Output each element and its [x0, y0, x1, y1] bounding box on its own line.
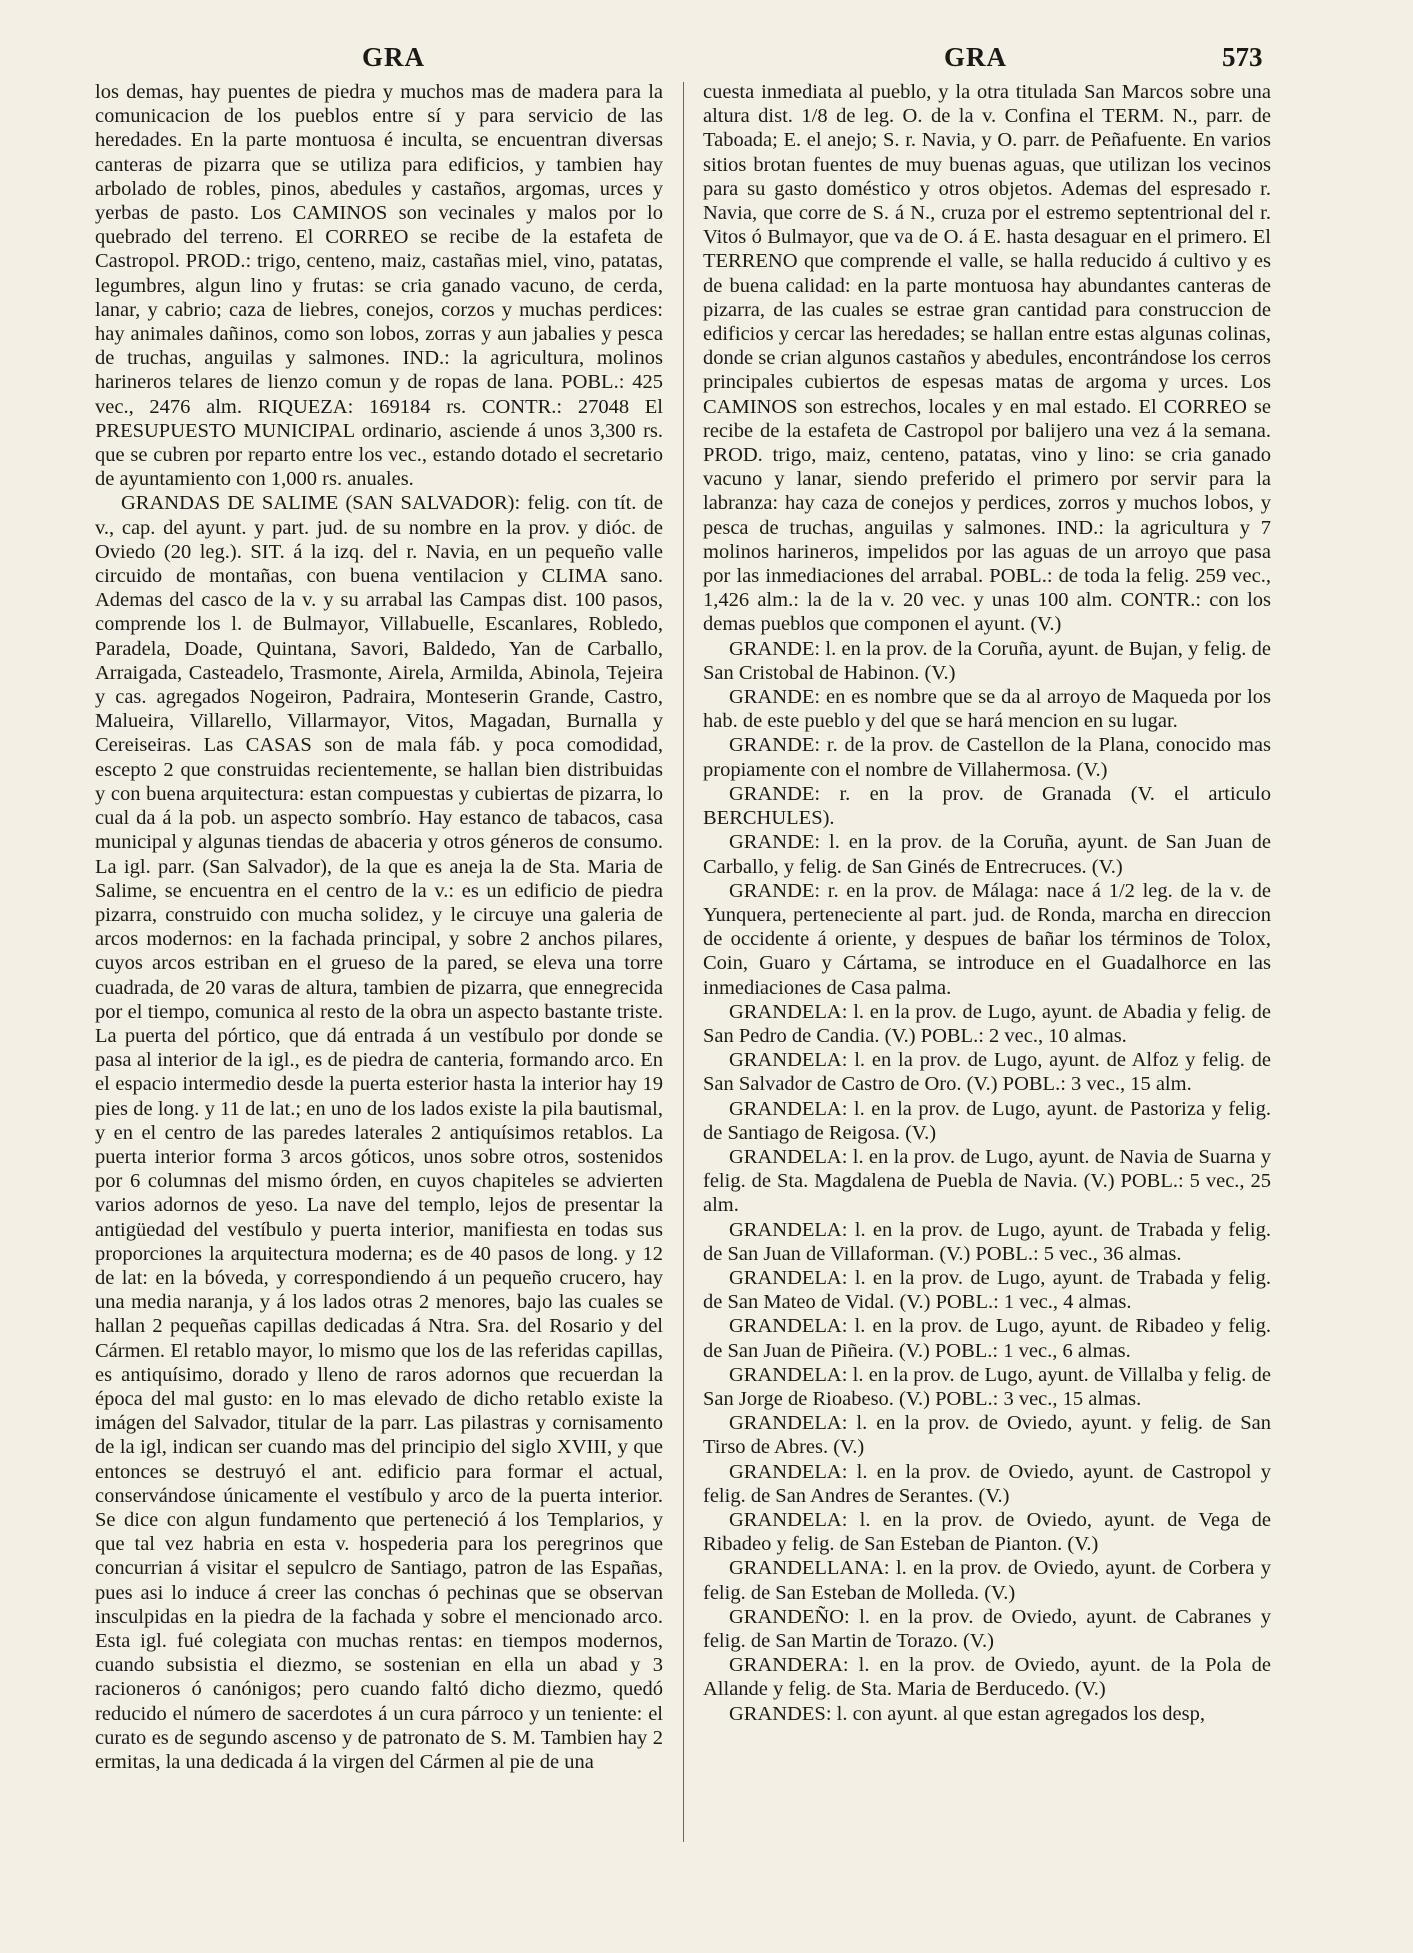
entry-grandellana: GRANDELLANA: l. en la prov. de Oviedo, ayunt. de Corbera y felig. de San Esteban de Molleda. (V.) — [703, 1557, 1271, 1604]
left-column — [95, 80, 663, 1774]
entry-continuation: los demas, hay puentes de piedra y muchos mas de madera para la comunicacion de los pueblos entre sí y para servicio de las heredades. En la parte montuosa é inculta, se encuentran diversas canteras de pizarra que se utiliza para edificios, y tambien hay arbolado de robles, pinos, abedules y castaños, argomas, urces y yerbas de pasto. Los CAMINOS son vecinales y malos por lo quebrado del terreno. El CORREO se recibe de la estafeta de Castropol. PROD.: trigo, centeno, maiz, castañas miel, vino, patatas, legumbres, algun lino y frutas: se cria ganado vacuno, de cerda, lanar, y cabrio; caza de liebres, conejos, corzos y muchas perdices: hay animales dañinos, como son lobos, zorras y aun jabalies y pesca de truchas, anguilas y salmones. IND.: la agricultura, molinos harineros telares de lienzo comun y de ropas de lana. POBL.: 425 vec., 2476 alm. RIQUEZA: 169184 rs. CONTR.: 27048 El PRESUPUESTO MUNICIPAL ordinario, asciende á unos 3,300 rs. que se cubren por reparto entre los vec., estando dotado el secretario de ayuntamiento con 1,000 rs. anuales. — [95, 81, 663, 491]
entry-continuation-right: cuesta inmediata al pueblo, y la otra titulada San Marcos sobre una altura dist. 1/8 de leg. O. de la v. Confina el TERM. N., parr. de Taboada; E. el anejo; S. r. Navia, y O. parr. de Peñafuente. En varios sitios brotan fuentes de muy buenas aguas, que utilizan los vecinos para su gasto doméstico y otros objetos. Ademas del espresado r. Navia, que corre de S. á N., cruza por el estremo septentrional del r. Vitos ó Bulmayor, que va de O. á E. hasta desaguar en el primero. El TERRENO que comprende el valle, se halla reducido á cultivo y es de buena calidad: en la parte montuosa hay abundantes canteras de pizarra, de las cuales se estrae gran cantidad para construccion de edificios y cercar las heredades; se hallan entre estas algunas colinas, donde se crian algunos castaños y abedules, encontrándose los cerros principales cubiertos de espesas matas de argoma y urces. Los CAMINOS son estrechos, locales y en mal estado. El CORREO se recibe de la estafeta de Castropol por balijero una vez á la semana. PROD. trigo, maiz, centeno, patatas, vino y lino: se cria ganado vacuno y lanar, siendo preferido el primero por servir para la labranza: hay caza de conejos y perdices, zorros y muchos lobos, y pesca de truchas, anguilas y salmones. IND.: la agricultura y 7 molinos harineros, impelidos por las aguas de un arroyo que pasa por las inmediaciones del arrabal. POBL.: de toda la felig. 259 vec., 1,426 alm.: la de la v. 20 vec. y unas 100 alm. CONTR.: con los demas pueblos que componen el ayunt. (V.) — [703, 81, 1271, 636]
entry-grandes: GRANDES: l. con ayunt. al que estan agregados los desp, — [729, 1702, 1205, 1725]
running-head-left: GRA — [362, 42, 425, 72]
page-number: 573 — [1222, 42, 1263, 72]
entry-grande-1: GRANDE: l. en la prov. de la Coruña, ayunt. de Bujan, y felig. de San Cristobal de Habinon. (V.) — [703, 637, 1271, 684]
entry-grandeno: GRANDEÑO: l. en la prov. de Oviedo, ayunt. de Cabranes y felig. de San Martin de Torazo. (V.) — [703, 1605, 1271, 1652]
entry-grande-3: GRANDE: r. de la prov. de Castellon de la Plana, conocido mas propiamente con el nombre de Villahermosa. (V.) — [703, 734, 1271, 781]
entry-grandela-6: GRANDELA: l. en la prov. de Lugo, ayunt. de Trabada y felig. de San Mateo de Vidal. (V.) POBL.: 1 vec., 4 almas. — [703, 1266, 1271, 1314]
entry-grandela-2: GRANDELA: l. en la prov. de Lugo, ayunt. de Alfoz y felig. de San Salvador de Castro de Oro. (V.) POBL.: 3 vec., 15 alm. — [703, 1049, 1271, 1096]
entry-grandas-de-salime: GRANDAS DE SALIME (SAN SALVADOR): felig. con tít. de v., cap. del ayunt. y part. jud. de su nombre en la prov. y dióc. de Oviedo (20 leg.). SIT. á la izq. del r. Navia, en un pequeño valle circuido de montañas, con buena ventilacion y CLIMA sano. Ademas del casco de la v. y su arrabal las Campas dist. 100 pasos, comprende los l. de Bulmayor, Villabuelle, Escanlares, Robledo, Paradela, Doade, Quintana, Savori, Baldedo, Yan de Carballo, Arraigada, Casteadelo, Trasmonte, Airela, Armilda, Abinola, Tejeira y cas. agregados Nogeiron, Padraira, Monteserin Grande, Castro, Malueira, Villarello, Villarmayor, Vitos, Magadan, Burnalla y Cereiseiras. Las CASAS son de mala fáb. y poca comodidad, escepto 2 que construidas recientemente, se hallan bien distribuidas y con buena arquitectura: estan compuestas y cubiertas de pizarra, lo cual da á la pob. un aspecto sombrío. Hay estanco de tabacos, casa municipal y algunas tiendas de abaceria y otros géneros de consumo. La igl. parr. (San Salvador), de la que es aneja la de Sta. Maria de Salime, se encuentra en el centro de la v.: es un edificio de piedra pizarra, construido con mucha solidez, y le circuye una galeria de arcos modernos: en la fachada principal, y sobre 2 anchos pilares, cuyos arcos estriban en el grueso de la pared, se eleva una torre cuadrada, de 20 varas de altura, tambien de pizarra, que ennegrecida por el tiempo, comunica al resto de la obra un aspecto bastante triste. La puerta del pórtico, que dá entrada á un vestíbulo por donde se pasa al interior de la igl., es de piedra de canteria, formando arco. En el espacio intermedio desde la puerta esterior hasta la interior hay 19 pies de long. y 11 de lat.; en uno de los lados existe la pila bautismal, y en el centro de las paredes laterales 2 antiquísimos retablos. La puerta interior forma 3 arcos góticos, unos sobre otros, sostenidos por 6 columnas del mismo órden, en cuyos chapiteles se advierten varios adornos de yeso. La nave del templo, lejos de presentar la antigüedad del vestíbulo y puerta interior, manifiesta en todas sus proporciones la arquitectura moderna; es de 40 pasos de long. y 12 de lat: en la bóveda, y correspondiendo á un pequeño crucero, hay una media naranja, y á los lados otras 2 menores, bajo las cuales se hallan 2 pequeñas capillas dedicadas á Ntra. Sra. del Rosario y del Cármen. El retablo mayor, lo mismo que los de las referidas capillas, es antiquísimo, dorado y lleno de raros adornos que recuerdan la época del mal gusto: en lo mas elevado de dicho retablo existe la imágen del Salvador, titular de la parr. Las pilastras y cornisamento de la igl, indican ser cuando mas del principio del siglo XVIII, y que entonces se destruyó el ant. edificio para formar el actual, conservándose únicamente el vestíbulo y arco de la puerta interior. Se dice con algun fundamento que perteneció á los Templarios, y que tal vez habria en esta v. hospederia para los peregrinos que concurrian á visitar el sepulcro de Santiago, patron de las Españas, pues asi lo induce á creer las conchas ó pechinas que se observan insculpidas en la piedra de la fachada y sobre el mencionado arco. Esta igl. fué colegiata con muchas rentas: en tiempos modernos, cuando subsistia el diezmo, se sostenian en ella un abad y 3 racioneros ó canónigos; pero cuando faltó dicho diezmo, quedó reducido el número de sacerdotes á un cura párroco y un teniente: el curato es de segundo ascenso y de patronato de S. M. Tambien hay 2 ermitas, la una dedicada á la virgen del Cármen al pie de una — [95, 492, 663, 1774]
entry-grande-2: GRANDE: en es nombre que se da al arroyo de Maqueda por los hab. de este pueblo y del que se hará mencion en su lugar. — [703, 686, 1271, 733]
column-divider — [683, 82, 684, 1842]
entry-grandela-3: GRANDELA: l. en la prov. de Lugo, ayunt. de Pastoriza y felig. de Santiago de Reigosa. (V.) — [703, 1097, 1271, 1144]
entry-grandela-8: GRANDELA: l. en la prov. de Lugo, ayunt. de Villalba y felig. de San Jorge de Rioabeso. (V.) POBL.: 3 vec., 15 almas. — [703, 1363, 1271, 1410]
entry-grandera: GRANDERA: l. en la prov. de Oviedo, ayunt. de la Pola de Allande y felig. de Sta. Maria de Berducedo. (V.) — [703, 1654, 1271, 1701]
entry-grandela-1: GRANDELA: l. en la prov. de Lugo, ayunt. de Abadia y felig. de San Pedro de Candia. (V.) POBL.: 2 vec., 10 almas. — [703, 1000, 1271, 1047]
entry-grandela-9: GRANDELA: l. en la prov. de Oviedo, ayunt. y felig. de San Tirso de Abres. (V.) — [703, 1412, 1271, 1459]
entry-grande-4: GRANDE: r. en la prov. de Granada (V. el articulo BERCHULES). — [703, 782, 1271, 830]
entry-grande-6: GRANDE: r. en la prov. de Málaga: nace á 1/2 leg. de la v. de Yunquera, perteneciente al part. jud. de Ronda, marcha en direccion de occidente á oriente, y despues de bañar los términos de Tolox, Coin, Guaro y Cártama, se introduce en el Guadalhorce en las inmediaciones de Casa palma. — [703, 879, 1271, 999]
running-head-right: GRA — [944, 42, 1007, 72]
entry-grande-5: GRANDE: l. en la prov. de la Coruña, ayunt. de San Juan de Carballo, y felig. de San Ginés de Entrecruces. (V.) — [703, 831, 1271, 878]
entry-grandela-10: GRANDELA: l. en la prov. de Oviedo, ayunt. de Castropol y felig. de San Andres de Serantes. (V.) — [703, 1460, 1271, 1507]
entry-grandela-11: GRANDELA: l. en la prov. de Oviedo, ayunt. de Vega de Ribadeo y felig. de San Esteban de Pianton. (V.) — [703, 1508, 1271, 1556]
entry-grandela-5: GRANDELA: l. en la prov. de Lugo, ayunt. de Trabada y felig. de San Juan de Villaforman. (V.) POBL.: 5 vec., 36 almas. — [703, 1218, 1271, 1265]
right-column — [703, 80, 1271, 1726]
entry-grandela-4: GRANDELA: l. en la prov. de Lugo, ayunt. de Navia de Suarna y felig. de Sta. Magdalena de Puebla de Navia. (V.) POBL.: 5 vec., 25 alm. — [703, 1145, 1271, 1217]
entry-grandela-7: GRANDELA: l. en la prov. de Lugo, ayunt. de Ribadeo y felig. de San Juan de Piñeira. (V.) POBL.: 1 vec., 6 almas. — [703, 1315, 1271, 1362]
